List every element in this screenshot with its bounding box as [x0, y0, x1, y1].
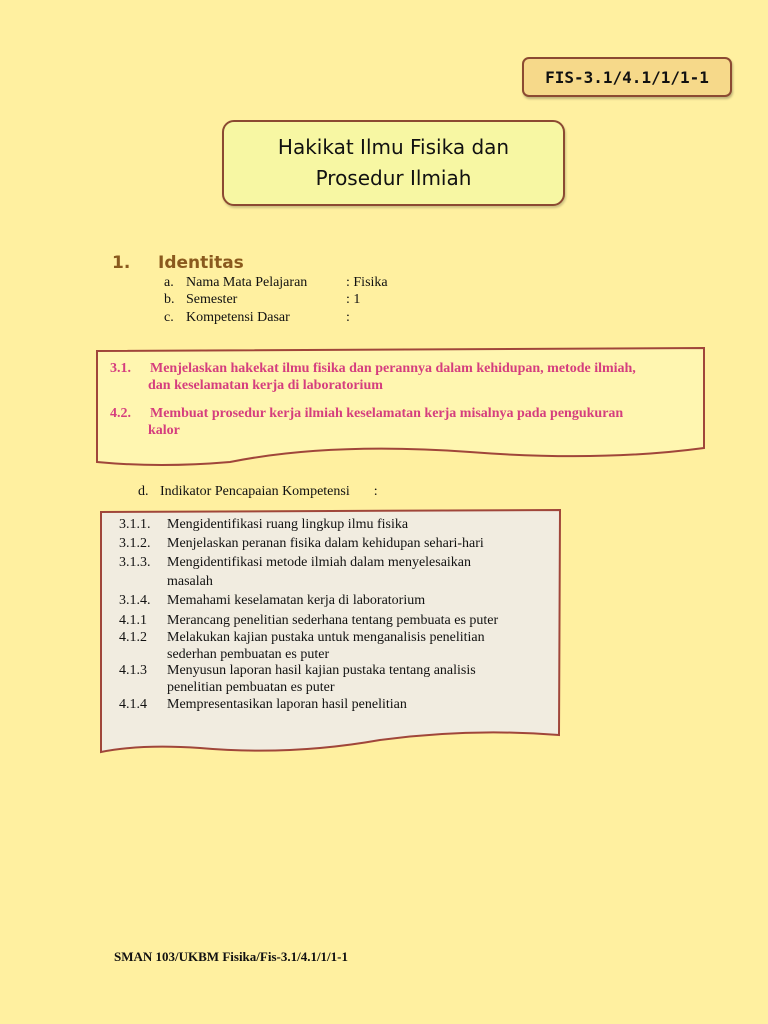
indikator-number: 3.1.1.: [119, 517, 151, 532]
indikator-label: Indikator Pencapaian Kompetensi: [160, 484, 350, 499]
kd-item: [110, 360, 700, 394]
identity-value: :: [346, 310, 350, 325]
identity-value: : 1: [346, 292, 361, 307]
indikator-item: [119, 592, 425, 609]
page-footer: SMAN 103/UKBM Fisika/Fis-3.1/4.1/1/1-1: [114, 949, 348, 964]
indikator-text-cont: penelitian pembuatan es puter: [167, 680, 335, 695]
indikator-text: Mengidentifikasi ruang lingkup ilmu fisika: [167, 517, 409, 532]
indikator-number: 4.1.1: [119, 613, 147, 628]
indikator-number: 4.1.4: [119, 697, 147, 712]
identity-row: [164, 309, 350, 327]
indikator-text-cont: sederhan pembuatan es puter: [167, 647, 330, 662]
indikator-item: [119, 629, 485, 663]
indikator-letter: d.: [138, 484, 149, 499]
identity-value: : Fisika: [346, 275, 388, 290]
indikator-text: Mempresentasikan laporan hasil penelitian: [167, 697, 407, 712]
title-line-1: Hakikat Ilmu Fisika dan: [277, 135, 510, 159]
kd-text: Menjelaskan hakekat ilmu fisika dan perannya dalam kehidupan, metode ilmiah,: [150, 361, 636, 376]
indikator-colon: :: [373, 484, 378, 499]
kd-number: 4.2.: [110, 406, 131, 421]
identity-letter: a.: [164, 275, 174, 290]
kd-text-cont: dan keselamatan kerja di laboratorium: [148, 378, 383, 393]
identity-letter: c.: [164, 310, 174, 325]
section-number: 1.: [112, 253, 131, 273]
indikator-number: 4.1.3: [119, 663, 147, 678]
title-line-2: Prosedur Ilmiah: [315, 166, 472, 190]
kd-number: 3.1.: [110, 361, 131, 376]
kd-text-cont: kalor: [148, 423, 180, 438]
indikator-item: [119, 516, 408, 533]
indikator-item: [119, 612, 498, 629]
indikator-number: 3.1.2.: [119, 536, 151, 551]
indikator-heading: [138, 484, 378, 500]
identity-label: Semester: [186, 292, 238, 307]
indikator-number: 3.1.3.: [119, 555, 151, 570]
indikator-text: Mengidentifikasi metode ilmiah dalam menyelesaikan: [167, 555, 472, 570]
indikator-text-cont: masalah: [167, 574, 213, 589]
identity-letter: b.: [164, 292, 175, 307]
indikator-text: Memahami keselamatan kerja di laboratorium: [167, 593, 426, 608]
indikator-item: [119, 535, 484, 552]
kd-item: [110, 405, 700, 439]
document-code: FIS-3.1/4.1/1/1-1: [545, 67, 709, 87]
indikator-text: Merancang penelitian sederhana tentang pembuata es puter: [167, 613, 499, 628]
section-heading: [112, 253, 244, 273]
identity-label: Kompetensi Dasar: [186, 310, 290, 325]
identity-row: [164, 291, 360, 309]
indikator-text: Menyusun laporan hasil kajian pustaka tentang analisis: [167, 663, 476, 678]
section-title: Identitas: [158, 253, 244, 273]
indikator-text: Menjelaskan peranan fisika dalam kehidupan sehari-hari: [167, 536, 484, 551]
identity-label: Nama Mata Pelajaran: [186, 275, 308, 290]
title-box: [222, 120, 565, 206]
indikator-item: [119, 662, 476, 696]
indikator-item: [119, 554, 471, 590]
identity-row: [164, 274, 388, 292]
indikator-item: [119, 696, 407, 713]
document-code-badge: [522, 57, 732, 97]
indikator-text: Melakukan kajian pustaka untuk menganalisis penelitian: [167, 630, 485, 645]
indikator-number: 3.1.4.: [119, 593, 151, 608]
kd-text: Membuat prosedur kerja ilmiah keselamatan kerja misalnya pada pengukuran: [150, 406, 624, 421]
indikator-number: 4.1.2: [119, 630, 147, 645]
